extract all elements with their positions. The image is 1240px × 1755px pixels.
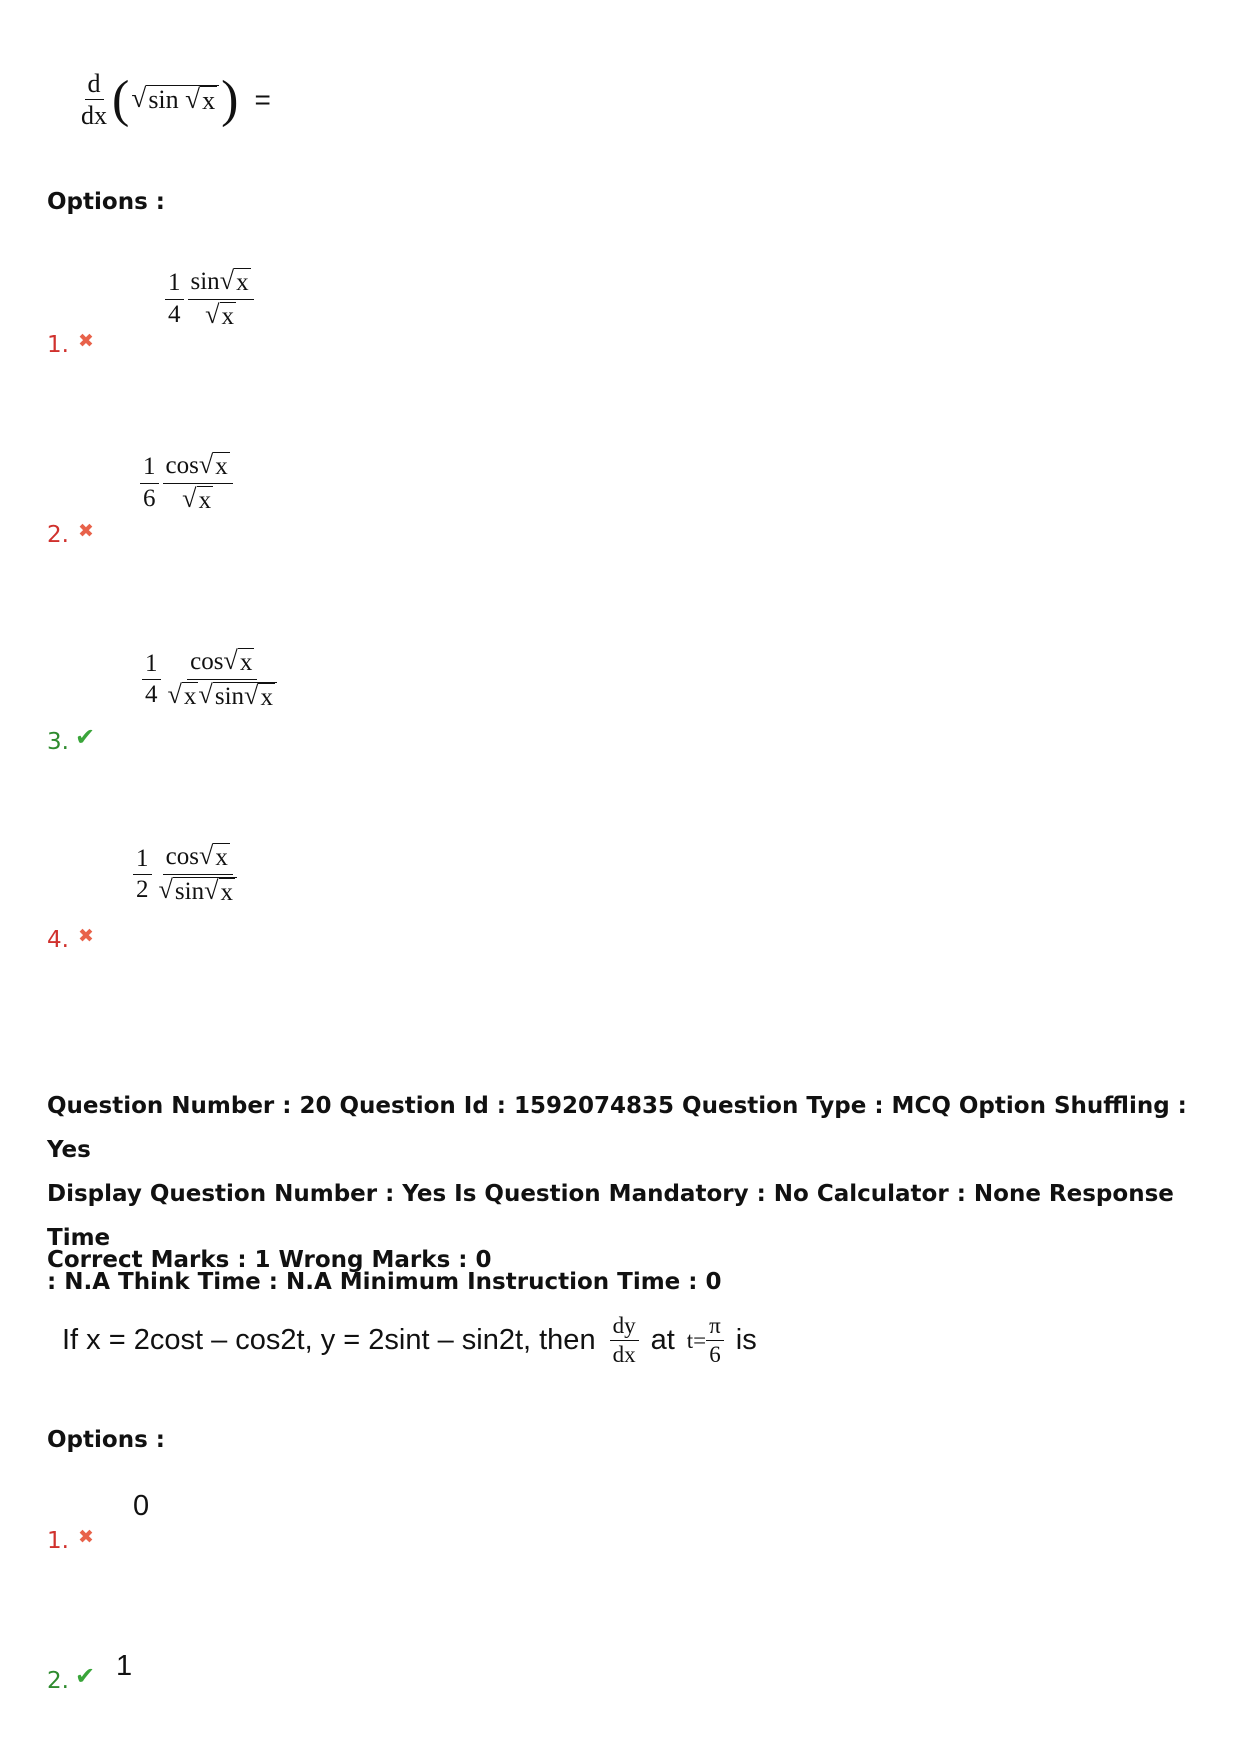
q20-stem-text: If x = 2cost – cos2t, y = 2sint – sin2t, then xyxy=(62,1324,596,1357)
q19-option-3-number: 3. xyxy=(47,729,69,755)
q20-option-1-value: 0 xyxy=(133,1490,150,1522)
q19-stem xyxy=(78,70,271,130)
q19-option-2-expression: $\frac{1}{6}$ cos √ x √ x xyxy=(140,452,233,514)
derivative-operator xyxy=(78,70,110,130)
q19-option-2-number: 2. xyxy=(47,522,69,548)
equals-sign: = xyxy=(254,83,271,115)
pi-over-six-fraction: $\frac{\pi}{6}$ xyxy=(706,1314,724,1367)
q20-marks: Correct Marks : 1 Wrong Marks : 0 xyxy=(47,1247,492,1273)
left-paren: ( xyxy=(112,71,130,129)
cross-icon: ✖ xyxy=(78,1526,94,1548)
q20-option-2-value: 1 xyxy=(116,1650,133,1682)
cross-icon: ✖ xyxy=(78,330,94,352)
check-icon: ✔ xyxy=(75,723,96,751)
dy-dx-fraction: $\frac{dy}{dx}$ xyxy=(610,1314,639,1367)
cross-icon: ✖ xyxy=(78,925,94,947)
q19-options-label: Options : xyxy=(47,189,165,215)
q20-stem: If x = 2cost – cos2t, y = 2sint – sin2t, then $\frac{dy}{dx}$ at t= $\frac{\pi}{6}$ is xyxy=(62,1313,757,1368)
q19-option-3-expression: $\frac{1}{4}$ cos √ x √ x √ sin √ x xyxy=(142,648,280,711)
derivative-dx: dx xyxy=(81,101,107,131)
q20-stem-at: at xyxy=(650,1324,675,1357)
derivative-d: d xyxy=(85,70,104,100)
q19-option-1-number: 1. xyxy=(47,332,69,358)
cross-icon: ✖ xyxy=(78,520,94,542)
q20-meta-line-2: Display Question Number : Yes Is Question Mandatory : No Calculator : None Response Time xyxy=(47,1181,1174,1251)
q19-option-4-number: 4. xyxy=(47,927,69,953)
outer-sqrt: √ sin √ x xyxy=(131,85,219,116)
inner-sqrt: √ x xyxy=(185,83,216,115)
q20-options-label: Options : xyxy=(47,1427,165,1453)
right-paren: ) xyxy=(221,71,239,129)
q19-option-4-expression: $\frac{1}{2}$ cos √ x √ sin √ x xyxy=(133,843,240,906)
check-icon: ✔ xyxy=(75,1662,96,1690)
q19-option-1-expression: $\frac{1}{4}$ sin √ x √ x xyxy=(165,268,254,330)
q20-meta-line-3: : N.A Think Time : N.A Minimum Instruction Time : 0 xyxy=(47,1269,722,1295)
q20-option-1-number: 1. xyxy=(47,1528,69,1554)
q20-option-2-number: 2. xyxy=(47,1668,69,1694)
q20-meta-line-1: Question Number : 20 Question Id : 1592074835 Question Type : MCQ Option Shuffling : Yes xyxy=(47,1093,1187,1163)
q20-stem-is: is xyxy=(735,1324,757,1357)
